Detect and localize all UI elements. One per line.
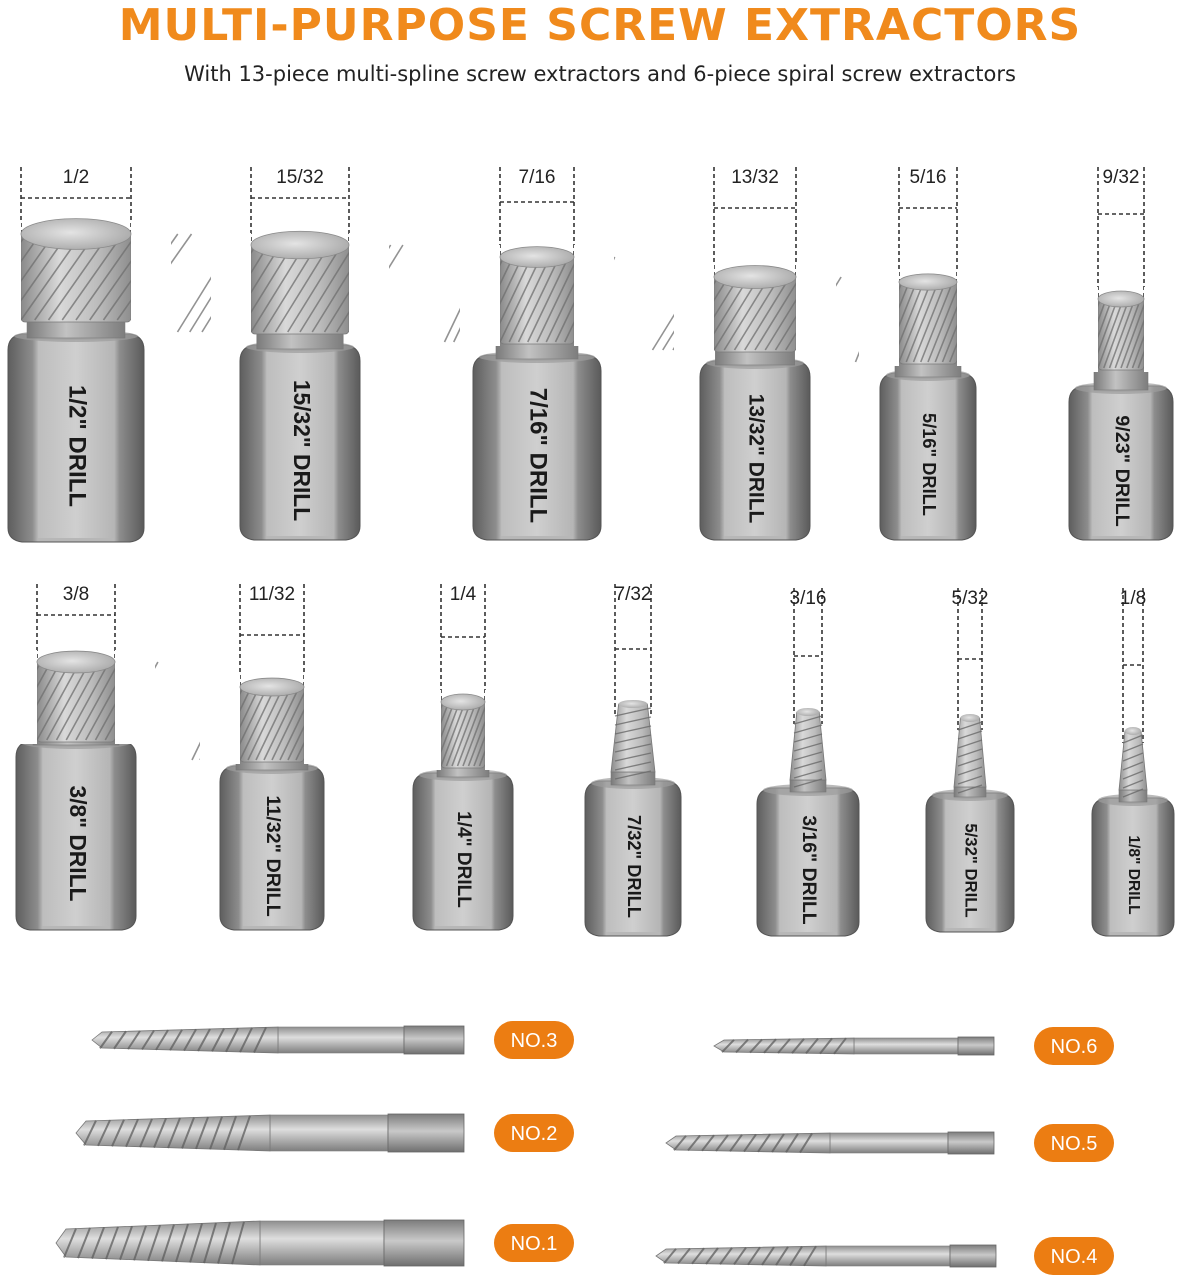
size-label: 7/32 <box>614 584 652 605</box>
size-label: 3/16 <box>789 588 827 609</box>
page-subtitle: With 13-piece multi-spline screw extractors and 6-piece spiral screw extractors <box>184 62 1016 86</box>
spline-mask <box>211 233 251 336</box>
dimension-bracket <box>899 167 957 288</box>
spiral-extractor-6 <box>656 1237 1114 1275</box>
drill-stamp: 3/8" DRILL <box>64 785 91 902</box>
spline-head <box>611 700 655 779</box>
spiral-shank <box>826 1246 950 1266</box>
spline-mask <box>200 675 240 764</box>
drill-stamp: 11/32" DRILL <box>261 795 284 917</box>
spline-cap <box>1125 727 1141 735</box>
model-badge <box>494 1114 574 1152</box>
dimension-bracket <box>615 584 652 716</box>
page-title: MULTI-PURPOSE SCREW EXTRACTORS <box>118 0 1082 51</box>
spline-cap <box>37 651 115 673</box>
extractor-neck <box>496 342 578 359</box>
drill-stamp: 7/32" DRILL <box>624 815 646 918</box>
hex-body <box>240 341 360 540</box>
drill-stamp: 1/2" DRILL <box>63 384 91 508</box>
hex-body <box>473 351 601 540</box>
spline-mask <box>115 650 155 744</box>
size-label: 1/2 <box>62 167 90 188</box>
spline-head <box>856 270 998 366</box>
spline-cap <box>500 247 574 268</box>
spiral-shank <box>260 1221 384 1265</box>
spline-mask <box>859 270 899 366</box>
spiral-extractor-1 <box>92 1021 574 1059</box>
spiral-shank <box>830 1133 948 1153</box>
model-badge-label: NO.1 <box>510 1233 558 1255</box>
size-label: 15/32 <box>276 167 324 188</box>
spline-head <box>401 690 525 770</box>
spline-head <box>0 219 192 324</box>
spline-head <box>0 650 158 744</box>
spline-cap <box>899 274 957 290</box>
hex-body <box>700 357 810 540</box>
spline-cap <box>960 714 979 722</box>
model-badge <box>1034 1124 1114 1162</box>
drill-stamp: 13/32" DRILL <box>744 393 768 524</box>
spline-mask <box>574 245 614 346</box>
spiral-extractor-3 <box>56 1220 574 1266</box>
spiral-hex-end <box>404 1026 464 1054</box>
size-label: 11/32 <box>248 584 296 605</box>
model-badge <box>1034 1237 1114 1275</box>
hex-body <box>585 777 681 936</box>
spiral-extractor-5 <box>666 1124 1114 1162</box>
multi-spline-extractors <box>0 167 1184 936</box>
dimension-bracket <box>441 584 485 708</box>
spline-cap <box>797 708 819 716</box>
hex-body <box>1092 794 1174 936</box>
model-badge-label: NO.6 <box>1050 1036 1098 1058</box>
spline-head <box>1058 287 1184 372</box>
extractor-7 <box>0 584 158 930</box>
model-badge-label: NO.4 <box>1050 1246 1098 1268</box>
size-label: 9/32 <box>1102 167 1140 188</box>
extractor-9 <box>401 584 525 930</box>
extractor-8 <box>192 584 344 930</box>
drill-stamp: 5/32" DRILL <box>961 823 981 918</box>
drill-stamp: 5/16" DRILL <box>919 413 941 516</box>
spline-mask <box>957 270 997 366</box>
model-badge-label: NO.2 <box>510 1123 558 1145</box>
spline-mask <box>349 233 389 336</box>
extractor-neck <box>27 320 125 338</box>
spiral-shank <box>854 1038 958 1054</box>
drill-stamp: 9/23" DRILL <box>1110 415 1133 527</box>
spline-mask <box>796 265 836 354</box>
spline-head <box>178 231 403 336</box>
spiral-hex-end <box>958 1037 994 1055</box>
hex-body <box>926 789 1014 932</box>
extractor-4 <box>653 167 842 540</box>
spiral-shank <box>278 1027 404 1053</box>
spline-mask <box>304 675 344 764</box>
drill-stamp: 3/16" DRILL <box>797 815 820 925</box>
extractor-13 <box>1092 588 1174 936</box>
spline-mask <box>1058 287 1098 372</box>
model-badge-label: NO.3 <box>510 1030 558 1052</box>
drill-stamp: 1/4" DRILL <box>452 811 474 908</box>
dimension-bracket <box>1120 588 1146 743</box>
spline-mask <box>485 690 525 770</box>
extractor-2 <box>178 167 403 540</box>
extractor-1 <box>0 167 192 542</box>
model-badge <box>494 1021 574 1059</box>
extractor-11 <box>757 588 859 936</box>
model-badge <box>1034 1027 1114 1065</box>
hex-body <box>1069 382 1173 540</box>
spiral-hex-end <box>948 1132 994 1154</box>
spline-cap <box>619 700 648 708</box>
spline-cap <box>21 219 131 250</box>
spline-cap <box>441 694 485 710</box>
spiral-hex-end <box>950 1245 996 1267</box>
spiral-shank <box>270 1115 388 1151</box>
hex-body <box>413 769 513 930</box>
spline-head <box>192 675 344 764</box>
size-label: 5/32 <box>951 588 989 609</box>
extractor-6 <box>1058 167 1184 540</box>
hex-body <box>8 330 144 542</box>
hex-body <box>757 784 859 936</box>
hex-body <box>220 762 324 930</box>
spline-mask <box>460 245 500 346</box>
size-label: 1/4 <box>449 584 477 605</box>
spline-head <box>790 708 826 787</box>
extractor-neck <box>1094 368 1148 390</box>
model-badge <box>494 1224 574 1262</box>
spiral-hex-end <box>384 1220 464 1266</box>
size-label: 7/16 <box>518 167 556 188</box>
dimension-bracket <box>240 584 304 693</box>
size-label: 1/8 <box>1119 588 1147 609</box>
extractor-10 <box>585 584 681 936</box>
spline-head <box>954 714 986 793</box>
dimension-bracket <box>1098 167 1144 305</box>
drill-stamp: 1/8" DRILL <box>1124 835 1142 915</box>
dimension-bracket <box>790 588 827 724</box>
spline-mask <box>674 265 714 354</box>
spline-cone <box>611 704 655 772</box>
spline-mask <box>131 222 171 324</box>
hex-body <box>880 369 976 540</box>
extractor-neck <box>257 332 343 349</box>
extractor-12 <box>926 588 1014 932</box>
spiral-hex-end <box>388 1114 464 1152</box>
spline-cap <box>1098 291 1144 307</box>
size-label: 13/32 <box>731 167 779 188</box>
hex-body <box>16 737 136 930</box>
extractor-neck <box>1119 790 1147 802</box>
model-badge-label: NO.5 <box>1050 1133 1098 1155</box>
size-label: 5/16 <box>909 167 947 188</box>
spline-cap <box>714 266 796 289</box>
spline-mask <box>1144 287 1184 372</box>
drill-stamp: 15/32" DRILL <box>288 379 315 522</box>
drill-stamp: 7/16" DRILL <box>524 387 552 524</box>
extractor-5 <box>856 167 998 540</box>
spiral-extractor-4 <box>714 1027 1114 1065</box>
spline-head <box>653 265 842 354</box>
extractor-3 <box>445 167 615 540</box>
spline-head <box>445 245 615 346</box>
spline-mask <box>401 690 441 770</box>
spline-mask <box>0 222 21 324</box>
spiral-extractor-2 <box>76 1114 574 1152</box>
spline-cap <box>240 678 304 696</box>
size-label: 3/8 <box>62 584 90 605</box>
spline-cap <box>251 231 349 258</box>
spline-mask <box>0 650 37 744</box>
dimension-bracket <box>952 588 989 730</box>
spiral-extractors <box>56 1021 1114 1275</box>
